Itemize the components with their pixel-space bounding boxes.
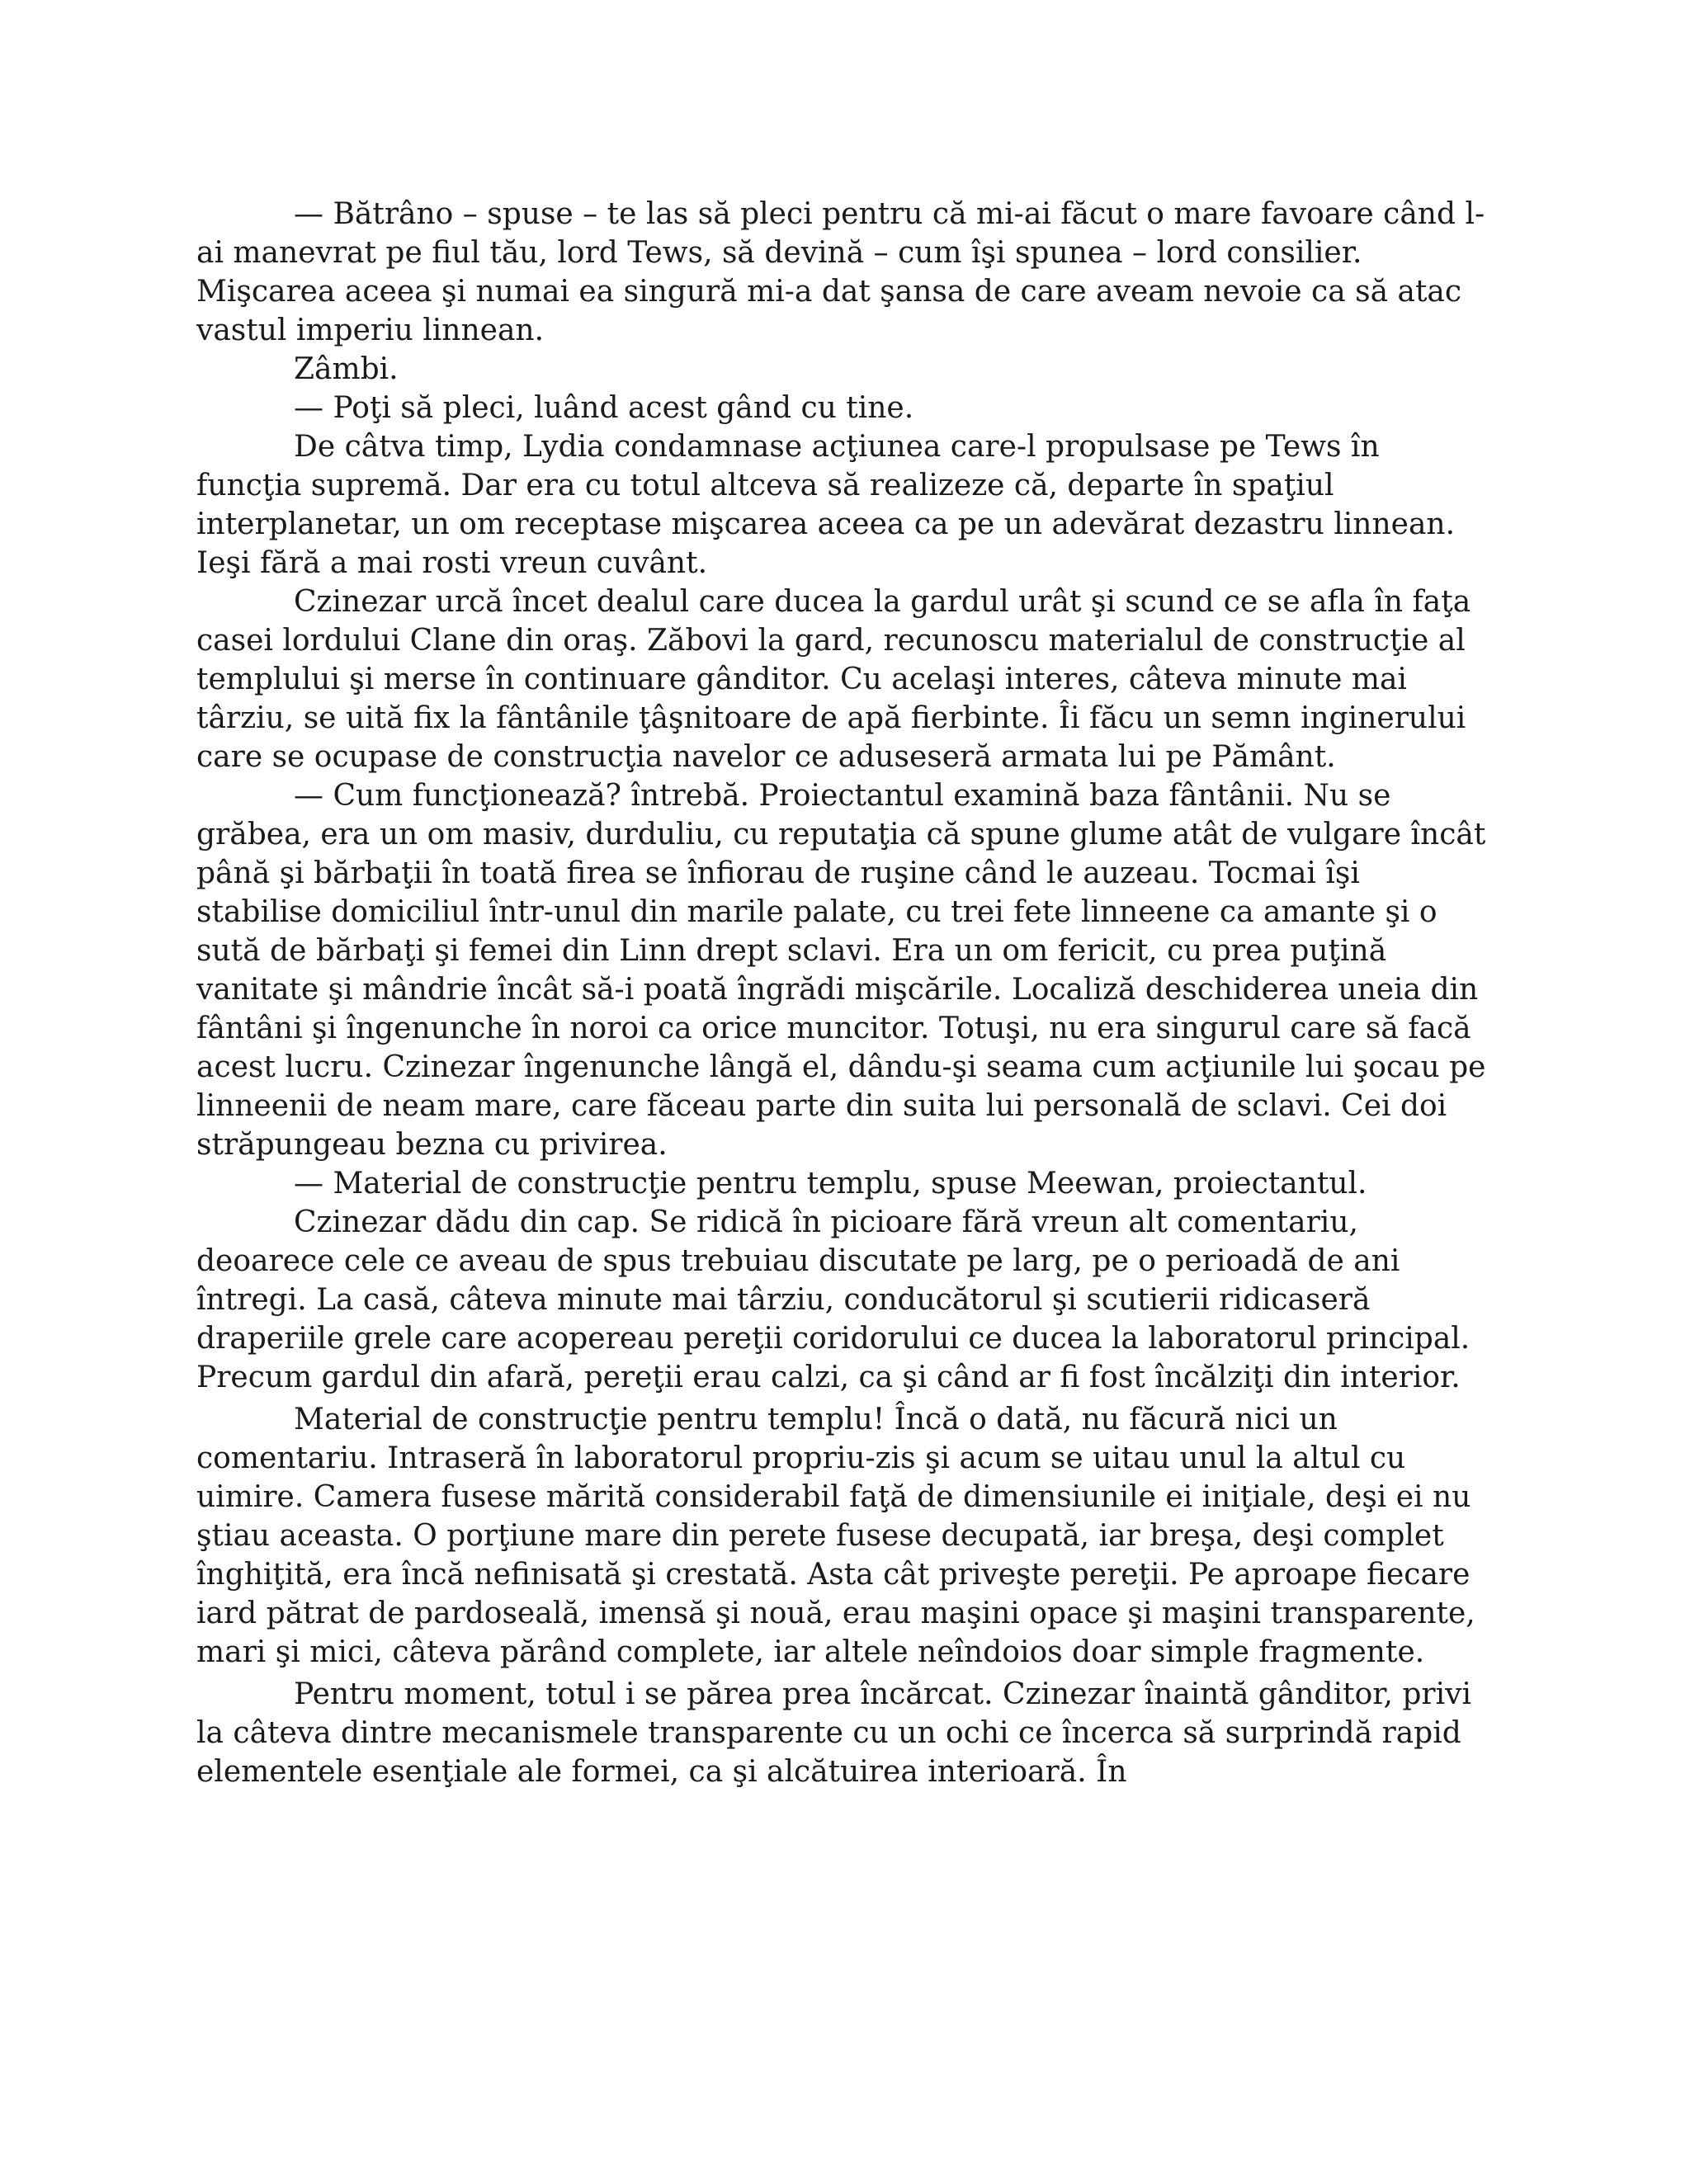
- paragraph: Czinezar dădu din cap. Se ridică în picioare fără vreun alt comentariu, deoarece cele ce aveau de spus trebuiau discutate pe larg, pe o perioadă de ani întregi. La casă, câteva minute mai târziu, conducătorul şi scutierii ridicaseră draperiile grele care acopereau pereţii coridorului ce ducea la laboratorul principal. Precum gardul din afară, pereţii erau calzi, ca şi când ar fi fost încălziţi din interior.: [196, 1205, 1470, 1394]
- paragraph: — Poţi să pleci, luând acest gând cu tine.: [294, 391, 914, 425]
- paragraph: — Material de construcţie pentru templu, spuse Meewan, proiectantul.: [294, 1167, 1367, 1200]
- paragraph: — Bătrâno – spuse – te las să pleci pentru că mi-ai făcut o mare favoare când l-ai manevrat pe fiul tău, lord Tews, să devină – cum îşi spunea – lord consilier. Mişcarea aceea şi numai ea singură mi-a dat şansa de care aveam nevoie ca să atac vastul imperiu linnean.: [196, 197, 1485, 347]
- paragraph: Czinezar urcă încet dealul care ducea la gardul urât şi scund ce se afla în faţa casei lordului Clane din oraş. Zăbovi la gard, recunoscu materialul de construcţie al templului şi merse în continuare gânditor. Cu acelaşi interes, câteva minute mai târziu, se uită fix la fântânile ţâşnitoare de apă fierbinte. Îi făcu un semn inginerului care se ocupase de construcţia navelor ce aduseseră armata lui pe Pământ.: [196, 585, 1471, 774]
- paragraph: Zâmbi.: [294, 352, 399, 386]
- paragraph: Pentru moment, totul i se părea prea încărcat. Czinezar înaintă gânditor, privi la câteva dintre mecanismele transparente cu un ochi ce încerca să surprindă rapid elementele esenţiale ale formei, ca şi alcătuirea interioară. În: [196, 1677, 1472, 1789]
- paragraph: Material de construcţie pentru templu! Încă o dată, nu făcură nici un comentariu. Intraseră în laboratorul propriu-zis şi acum se uitau unul la altul cu uimire. Camera fusese mărită considerabil faţă de dimensiunile ei iniţiale, deşi ei nu ştiau aceasta. O porţiune mare din perete fusese decupată, iar breşa, deşi complet înghiţită, era încă nefinisată şi crestată. Asta cât priveşte pereţii. Pe aproape fiecare iard pătrat de pardoseală, imensă şi nouă, erau maşini opace şi maşini transparente, mari şi mici, câteva părând complete, iar altele neîndoios doar simple fragmente.: [196, 1403, 1475, 1669]
- paragraph: — Cum funcţionează? întrebă. Proiectantul examină baza fântânii. Nu se grăbea, era un om masiv, durduliu, cu reputaţia că spune glume atât de vulgare încât până şi bărbaţii în toată firea se înfiorau de ruşine când le auzeau. Tocmai îşi stabilise domiciliul într-unul din marile palate, cu trei fete linneene ca amante şi o sută de bărbaţi şi femei din Linn drept sclavi. Era un om fericit, cu prea puţină vanitate şi mândrie încât să-i poată îngrădi mişcările. Localiză deschiderea uneia din fântâni şi îngenunche în noroi ca orice muncitor. Totuşi, nu era singurul care să facă acest lucru. Czinezar îngenunche lângă el, dându-şi seama cum acţiunile lui şocau pe linneenii de neam mare, care făceau parte din suita lui personală de sclavi. Cei doi străpungeau bezna cu privirea.: [196, 779, 1486, 1162]
- body-text: [196, 195, 1494, 1791]
- paragraph: De câtva timp, Lydia condamnase acţiunea care-l propulsase pe Tews în funcţia supremă. Dar era cu totul altceva să realizeze că, departe în spaţiul interplanetar, un om receptase mişcarea aceea ca pe un adevărat dezastru linnean. Ieşi fără a mai rosti vreun cuvânt.: [196, 430, 1456, 580]
